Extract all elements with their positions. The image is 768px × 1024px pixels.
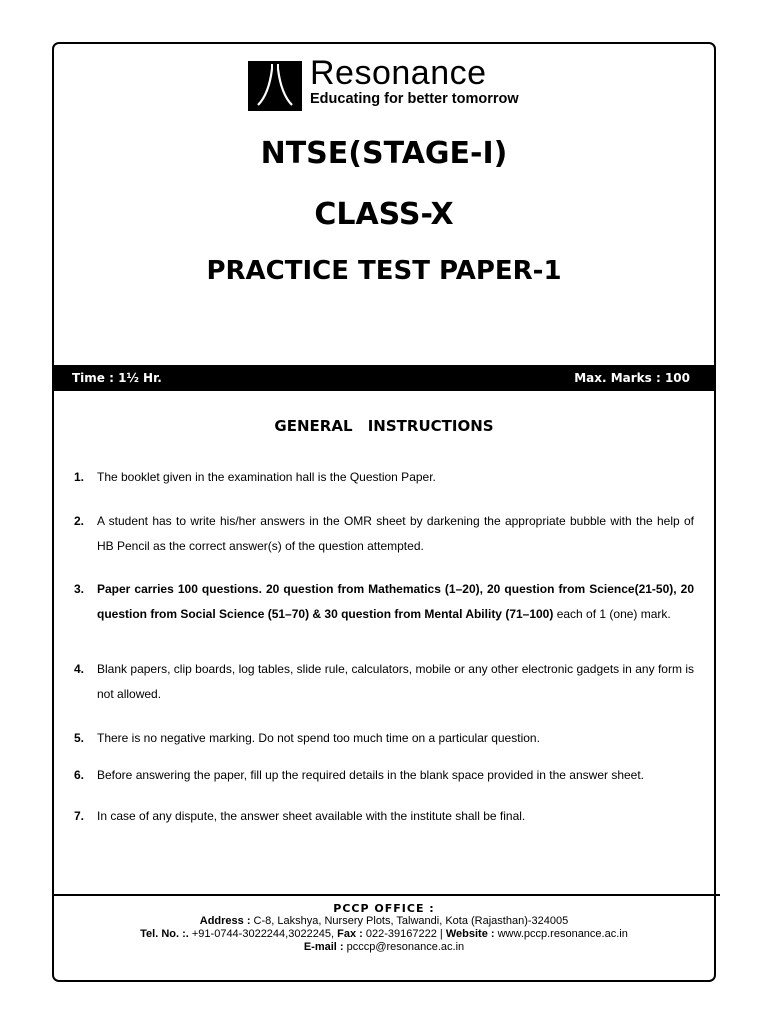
email-label: E-mail :: [303, 941, 344, 953]
fax-label: Fax :: [334, 928, 363, 940]
instruction-number: 6.: [74, 768, 85, 782]
class-title: CLASS-X: [314, 197, 454, 232]
logo-mark-icon: [248, 61, 302, 111]
paper-title: PRACTICE TEST PAPER-1: [206, 256, 562, 286]
instruction-text: In case of any dispute, the answer sheet available with the institute shall be final.: [97, 809, 526, 823]
address-line: [52, 915, 716, 929]
instruction-text: The booklet given in the examination hall is the Question Paper.: [97, 470, 436, 484]
instruction-number: 1.: [74, 470, 85, 484]
instruction-number: 2.: [74, 514, 85, 528]
instruction-plain-text: each of 1 (one) mark.: [553, 607, 671, 621]
website-label: Website :: [442, 928, 495, 940]
contact-line: [52, 928, 716, 942]
resonance-logo: [248, 54, 548, 112]
instruction-text: A student has to write his/her answers in the OMR sheet by darkening the appropriate bubble with the help of HB Pencil as the correct answer(s) of the question attempted.: [97, 514, 694, 553]
info-bar: [52, 365, 716, 391]
instructions-heading: GENERAL INSTRUCTIONS: [274, 417, 494, 435]
instruction-bold-text: Paper carries 100 questions. 20 question from Mathematics (1–20), 20 question from Science(21-50), 20 question from Social Science (51–70) & 30 question from Mental Ability (71–100): [97, 582, 694, 621]
office-heading: PCCP OFFICE :: [333, 902, 435, 915]
website-link[interactable]: www.pccp.resonance.ac.in: [494, 928, 628, 940]
tel-text: +91-0744-3022244,3022245,: [188, 928, 335, 940]
instruction-text: There is no negative marking. Do not spend too much time on a particular question.: [97, 731, 540, 745]
tel-label: Tel. No. :.: [140, 928, 189, 940]
instruction-number: 3.: [74, 582, 85, 596]
instruction-text: Before answering the paper, fill up the required details in the blank space provided in the answer sheet.: [97, 768, 645, 782]
logo-name: Resonance: [310, 54, 487, 92]
fax-text: 022-39167222 |: [362, 928, 443, 940]
email-line: [52, 941, 716, 955]
instruction-text: [97, 577, 694, 627]
instruction-number: 4.: [74, 662, 85, 676]
max-marks-label: Max. Marks : 100: [574, 371, 690, 385]
instruction-text: Blank papers, clip boards, log tables, slide rule, calculators, mobile or any other electronic gadgets in any form is not allowed.: [97, 662, 694, 701]
email-link[interactable]: pcccp@resonance.ac.in: [343, 941, 465, 953]
instruction-number: 7.: [74, 809, 85, 823]
footer-divider: [52, 894, 720, 896]
address-text: C-8, Lakshya, Nursery Plots, Talwandi, Kota (Rajasthan)-324005: [250, 915, 569, 927]
instruction-number: 5.: [74, 731, 85, 745]
logo-tagline: Educating for better tomorrow: [310, 91, 519, 107]
time-label: Time : 1½ Hr.: [72, 371, 162, 385]
exam-title: NTSE(STAGE-I): [260, 136, 508, 171]
address-label: Address :: [199, 915, 251, 927]
